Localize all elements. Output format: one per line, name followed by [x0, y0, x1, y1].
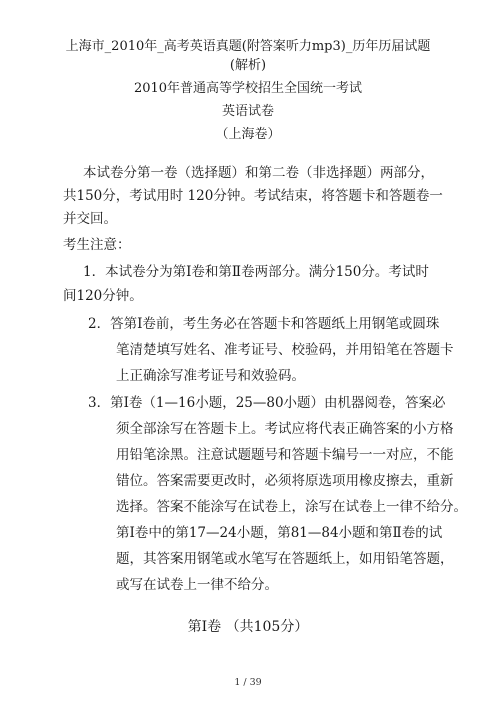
notice-item-3-line: 用铅笔涂黑。注意试题题号和答题卡编号一一对应，不能	[116, 447, 454, 463]
region-label: （上海卷）	[215, 127, 281, 142]
notice-item-3-line: 须全部涂写在答题卡上。考试应将代表正确答案的小方格	[116, 421, 454, 437]
notice-item-3-line: 3．第Ⅰ卷（1—16小题，25—80小题）由机器阅卷，答案必	[88, 395, 446, 411]
document-title-line-1: 上海市_2010年_高考英语真题(附答案听力mp3)_历年历届试题	[65, 39, 431, 54]
notice-item-3-line: 第Ⅰ卷中的第17—24小题，第81—84小题和第Ⅱ卷的试	[116, 525, 443, 541]
notice-item-3-line: 题，其答案用钢笔或水笔写在答题纸上，如用铅笔答题，	[116, 551, 454, 567]
notice-item-1-line: 1．本试卷分为第Ⅰ卷和第Ⅱ卷两部分。满分150分。考试时	[83, 264, 429, 280]
paper-name: 英语试卷	[221, 104, 274, 119]
notice-item-2-line: 2．答第Ⅰ卷前，考生务必在答题卡和答题纸上用钢笔或圆珠	[88, 316, 440, 332]
page-indicator: 1 / 39	[234, 677, 262, 688]
section-heading: 第Ⅰ卷 （共105分）	[187, 619, 309, 635]
document-title-line-2: (解析)	[229, 58, 267, 73]
intro-line: 共150分，考试用时 120分钟。考试结束，将答题卡和答题卷一	[63, 188, 443, 204]
intro-line: 并交回。	[63, 211, 117, 227]
notice-item-3-line: 错位。答案需要更改时，必须将原选项用橡皮擦去，重新	[116, 473, 454, 489]
notice-item-2-line: 上正确涂写准考证号和效验码。	[116, 368, 305, 384]
notice-item-3-line: 选择。答案不能涂写在试卷上，涂写在试卷上一律不给分。	[116, 499, 467, 515]
notice-item-2-line: 笔清楚填写姓名、准考证号、校验码，并用铅笔在答题卡	[116, 342, 454, 358]
notice-label: 考生注意：	[63, 237, 131, 253]
notice-item-1-line: 间120分钟。	[63, 288, 143, 304]
intro-line: 本试卷分第一卷（选择题）和第二卷（非选择题）两部分，	[83, 165, 434, 181]
exam-title: 2010年普通高等学校招生全国统一考试	[133, 81, 363, 96]
notice-item-3-line: 或写在试卷上一律不给分。	[116, 577, 278, 593]
